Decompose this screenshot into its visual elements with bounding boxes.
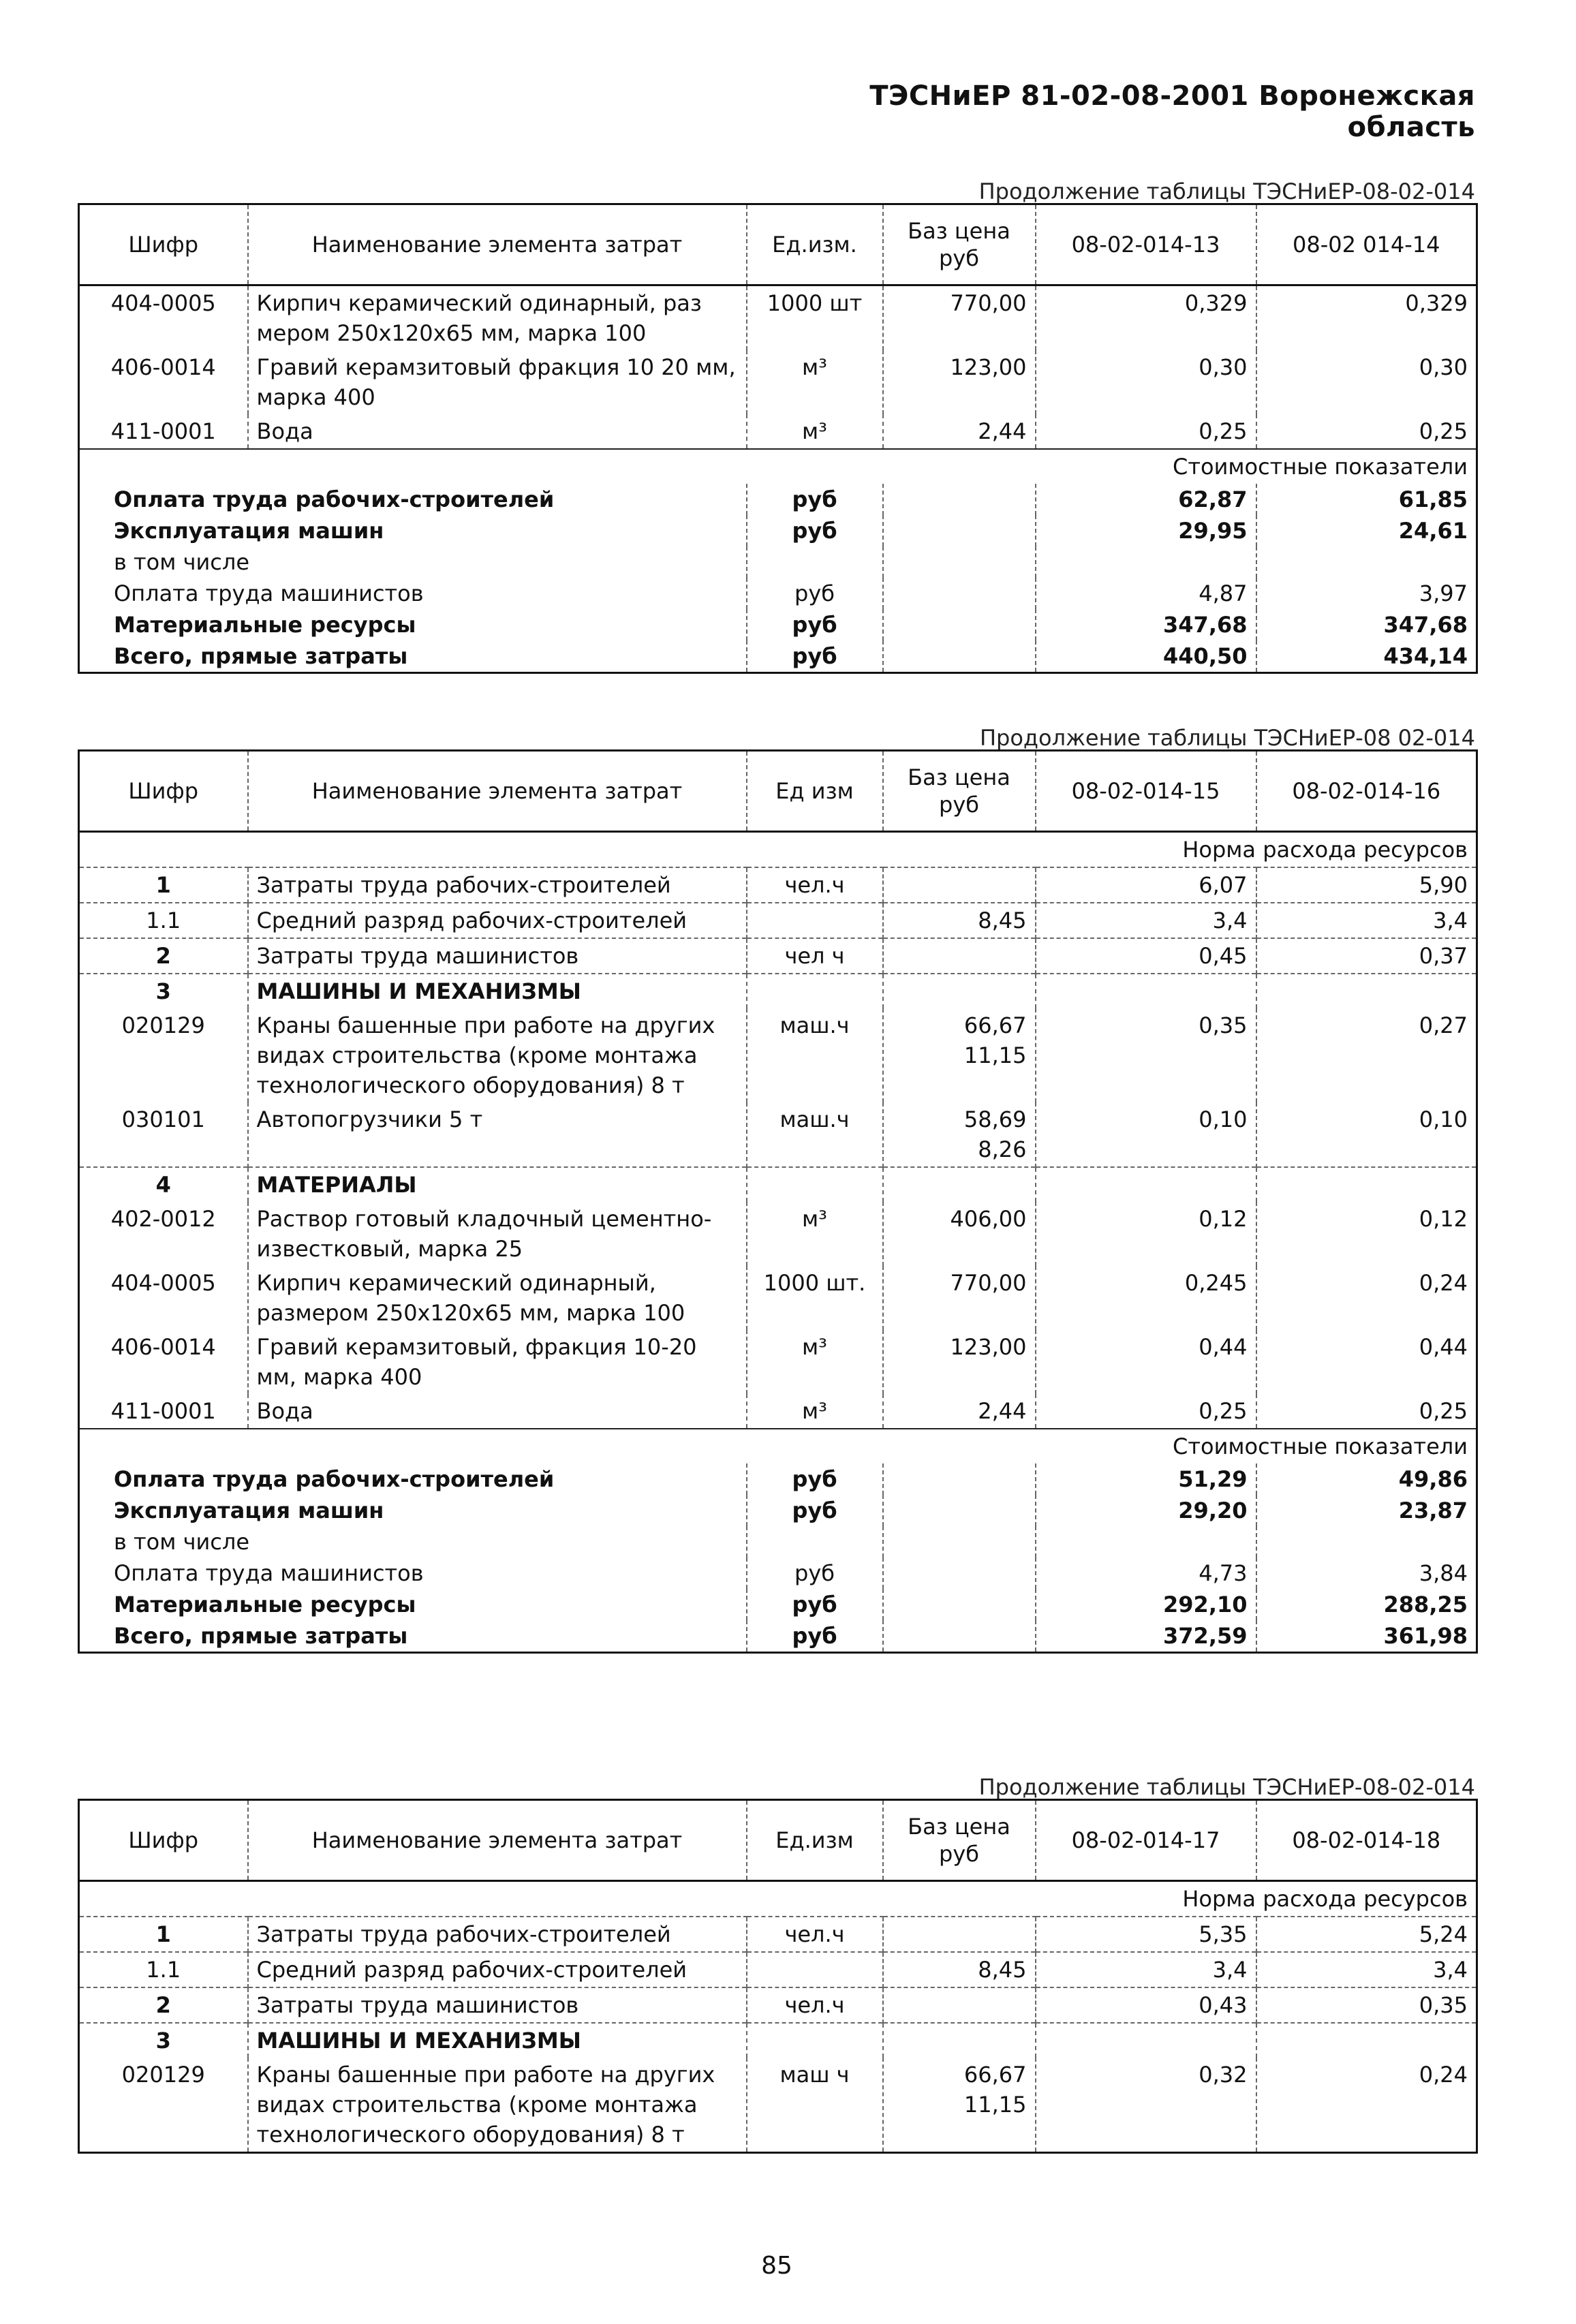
cost-price (883, 484, 1036, 515)
cost-row (79, 515, 1477, 546)
row-value-a: 5,35 (1036, 1917, 1256, 1952)
col-b: 08-02 014-14 (1256, 204, 1477, 285)
row-price-machinist: 11,15 (963, 1042, 1027, 1068)
col-price (883, 1800, 1036, 1881)
cost-label: в том числе (114, 549, 249, 575)
row-value-a: 0,329 (1036, 285, 1256, 351)
row-unit: чел.ч (747, 867, 883, 903)
table-row (79, 1167, 1477, 1202)
table-row (79, 903, 1477, 938)
row-price-value: 123,00 (950, 354, 1027, 380)
cost-value-a: 347,68 (1036, 609, 1256, 640)
cost-row (79, 1526, 1477, 1558)
row-price (883, 1102, 1036, 1167)
row-price (883, 1330, 1036, 1394)
cost-row (79, 640, 1477, 673)
row-unit: м³ (747, 1394, 883, 1429)
cost-value-a: 4,87 (1036, 578, 1256, 609)
section-row (79, 832, 1477, 868)
col-b: 08-02-014-16 (1256, 751, 1477, 832)
row-code: 1.1 (79, 1952, 248, 1987)
cost-label: Оплата труда машинистов (114, 580, 424, 606)
cost-price (883, 1495, 1036, 1526)
table-row (79, 1394, 1477, 1429)
col-a: 08-02-014-17 (1036, 1800, 1256, 1881)
cost-value-a (1036, 546, 1256, 578)
row-code: 404-0005 (110, 1270, 216, 1296)
row-name: Затраты труда машинистов (248, 1987, 747, 2023)
row-name: Средний разряд рабочих-строителей (248, 1952, 747, 1987)
cost-unit: руб (747, 1495, 883, 1526)
cost-value-b: 24,61 (1256, 515, 1477, 546)
row-value-a (1036, 1167, 1256, 1202)
col-price-line1: Баз цена (908, 218, 1010, 244)
row-name: Вода (248, 1394, 747, 1429)
row-value-b: 5,24 (1256, 1917, 1477, 1952)
row-price-value: 406,00 (950, 1206, 1027, 1232)
page-title: ТЭСНиЕР 81-02-08-2001 Воронежская область (869, 80, 1475, 143)
section-row (79, 1429, 1477, 1463)
cost-unit: руб (747, 578, 883, 609)
row-name: Краны башенные при работе на других видах строительства (кроме монтажа технологического оборудования) 8 т (248, 2058, 747, 2153)
cost-value-b: 23,87 (1256, 1495, 1477, 1526)
row-code: 1 (79, 867, 248, 903)
col-code: Шифр (79, 1800, 248, 1881)
table-row (79, 1202, 1477, 1266)
row-name: МАШИНЫ И МЕХАНИЗМЫ (248, 2023, 747, 2058)
cost-row (79, 609, 1477, 640)
table2-caption: Продолжение таблицы ТЭСНиЕР-08 02-014 (979, 725, 1475, 751)
table-row (79, 1008, 1477, 1102)
row-code: 1.1 (79, 903, 248, 938)
table-row (79, 1102, 1477, 1167)
row-unit: чел ч (747, 938, 883, 974)
col-price-line2: руб (939, 792, 979, 818)
row-code: 411-0001 (110, 418, 216, 444)
cost-label: Материальные ресурсы (114, 1592, 416, 1617)
page-number: 85 (761, 2252, 792, 2280)
row-name: Гравий керамзитовый, фракция 10-20 мм, марка 400 (248, 1330, 747, 1394)
cost-price (883, 609, 1036, 640)
row-unit (747, 974, 883, 1008)
row-price-value: 8,45 (978, 1957, 1027, 1983)
row-value-a: 0,30 (1036, 350, 1256, 414)
row-unit: 1000 шт (747, 285, 883, 351)
cost-unit (747, 546, 883, 578)
row-price (883, 2023, 1036, 2058)
table-row (79, 867, 1477, 903)
row-unit (747, 903, 883, 938)
cost-row (79, 1463, 1477, 1495)
row-value-b: 0,24 (1256, 1266, 1477, 1330)
cost-label: Всего, прямые затраты (114, 1623, 408, 1649)
col-name: Наименование элемента затрат (248, 204, 747, 285)
row-price (883, 974, 1036, 1008)
table-row (79, 1917, 1477, 1952)
cost-price (883, 578, 1036, 609)
cost-value-b: 361,98 (1256, 1620, 1477, 1653)
col-b: 08-02-014-18 (1256, 1800, 1477, 1881)
table-row (79, 1952, 1477, 1987)
row-code: 4 (79, 1167, 248, 1202)
row-value-b (1256, 974, 1477, 1008)
row-value-b: 3,4 (1256, 903, 1477, 938)
row-price (883, 1987, 1036, 2023)
cost-row (79, 1589, 1477, 1620)
row-value-b: 0,44 (1256, 1330, 1477, 1394)
col-price-line2: руб (939, 1841, 979, 1867)
table3-header (79, 1800, 1477, 1881)
cost-price (883, 1526, 1036, 1558)
table2-header (79, 751, 1477, 832)
cost-row (79, 578, 1477, 609)
section-label: Стоимостные показатели (79, 449, 1477, 484)
row-value-a: 6,07 (1036, 867, 1256, 903)
table-row (79, 974, 1477, 1008)
row-name: Затраты труда рабочих-строителей (248, 1917, 747, 1952)
cost-label: в том числе (114, 1529, 249, 1555)
row-price (883, 414, 1036, 449)
cost-price (883, 640, 1036, 673)
row-code: 2 (79, 938, 248, 974)
col-price-line2: руб (939, 245, 979, 271)
row-price-machinist: 11,15 (963, 2092, 1027, 2118)
cost-unit (747, 1526, 883, 1558)
cost-unit: руб (747, 484, 883, 515)
cost-value-a: 51,29 (1036, 1463, 1256, 1495)
cost-value-b: 347,68 (1256, 609, 1477, 640)
row-value-b: 0,329 (1256, 285, 1477, 351)
row-value-b: 0,25 (1256, 1394, 1477, 1429)
table3 (78, 1799, 1478, 2154)
col-unit: Ед.изм (747, 1800, 883, 1881)
col-price-line1: Баз цена (908, 1814, 1010, 1840)
row-code: 3 (79, 2023, 248, 2058)
cost-label: Оплата труда рабочих-строителей (114, 1466, 555, 1492)
cost-unit: руб (747, 1589, 883, 1620)
row-unit: чел.ч (747, 1987, 883, 2023)
row-unit: чел.ч (747, 1917, 883, 1952)
table3-caption: Продолжение таблицы ТЭСНиЕР-08-02-014 (978, 1774, 1475, 1800)
row-price (883, 903, 1036, 938)
cost-price (883, 1589, 1036, 1620)
cost-label: Эксплуатация машин (114, 1498, 384, 1523)
cost-unit: руб (747, 609, 883, 640)
row-value-b: 0,12 (1256, 1202, 1477, 1266)
table-row (79, 1330, 1477, 1394)
cost-unit: руб (747, 1620, 883, 1653)
cost-value-b: 3,97 (1256, 578, 1477, 609)
row-unit: м³ (747, 350, 883, 414)
cost-value-a: 4,73 (1036, 1558, 1256, 1589)
row-code: 406-0014 (110, 354, 216, 380)
row-price (883, 867, 1036, 903)
section-label: Норма расхода ресурсов (79, 1881, 1477, 1917)
table-row (79, 2058, 1477, 2153)
row-value-a: 0,25 (1036, 414, 1256, 449)
col-price-line1: Баз цена (908, 764, 1010, 790)
cost-value-b (1256, 546, 1477, 578)
row-unit: маш.ч (747, 1008, 883, 1102)
row-unit: м³ (747, 414, 883, 449)
row-name: Затраты труда рабочих-строителей (248, 867, 747, 903)
row-value-b: 0,27 (1256, 1008, 1477, 1102)
table-row (79, 2023, 1477, 2058)
row-price-value: 770,00 (950, 290, 1027, 316)
row-unit: маш ч (747, 2058, 883, 2153)
row-name: МАТЕРИАЛЫ (248, 1167, 747, 1202)
row-unit: м³ (747, 1330, 883, 1394)
table1-caption: Продолжение таблицы ТЭСНиЕР-08-02-014 (978, 179, 1475, 204)
table1 (78, 203, 1478, 674)
section-label: Норма расхода ресурсов (79, 832, 1477, 868)
table-row (79, 1987, 1477, 2023)
cost-row (79, 484, 1477, 515)
row-price-machinist: 8,26 (978, 1136, 1027, 1162)
cost-value-a: 29,95 (1036, 515, 1256, 546)
row-price (883, 1266, 1036, 1330)
row-unit (747, 1952, 883, 1987)
col-unit: Ед изм (747, 751, 883, 832)
row-name: Кирпич керамический одинарный, размером 250х120х65 мм, марка 100 (248, 1266, 747, 1330)
row-code: 030101 (121, 1106, 205, 1132)
row-price (883, 1167, 1036, 1202)
table-row (79, 1266, 1477, 1330)
cost-value-a: 440,50 (1036, 640, 1256, 673)
table-row (79, 414, 1477, 449)
section-label: Стоимостные показатели (79, 1429, 1477, 1463)
row-value-a (1036, 2023, 1256, 2058)
row-value-b: 0,24 (1256, 2058, 1477, 2153)
col-a: 08-02-014-13 (1036, 204, 1256, 285)
cost-value-a (1036, 1526, 1256, 1558)
cost-price (883, 515, 1036, 546)
row-code: 406-0014 (110, 1334, 216, 1360)
row-name: Затраты труда машинистов (248, 938, 747, 974)
row-code: 020129 (121, 1012, 205, 1038)
row-price-value: 66,67 (963, 2062, 1027, 2088)
cost-value-a: 29,20 (1036, 1495, 1256, 1526)
row-name: Автопогрузчики 5 т (248, 1102, 747, 1167)
row-name: МАШИНЫ И МЕХАНИЗМЫ (248, 974, 747, 1008)
row-price (883, 1202, 1036, 1266)
row-value-b: 0,25 (1256, 414, 1477, 449)
row-value-a: 0,245 (1036, 1266, 1256, 1330)
cost-value-b (1256, 1526, 1477, 1558)
row-price-value: 58,69 (963, 1106, 1027, 1132)
col-price (883, 751, 1036, 832)
table-row (79, 938, 1477, 974)
row-value-a (1036, 974, 1256, 1008)
row-value-b: 0,37 (1256, 938, 1477, 974)
row-value-b (1256, 1167, 1477, 1202)
row-price (883, 1917, 1036, 1952)
row-value-b: 0,35 (1256, 1987, 1477, 2023)
row-name: Краны башенные при работе на других видах строительства (кроме монтажа технологического оборудования) 8 т (248, 1008, 747, 1102)
row-price (883, 350, 1036, 414)
row-unit: 1000 шт. (747, 1266, 883, 1330)
cost-price (883, 1620, 1036, 1653)
col-unit: Ед.изм. (747, 204, 883, 285)
row-code: 2 (79, 1987, 248, 2023)
row-price (883, 1008, 1036, 1102)
cost-unit: руб (747, 1463, 883, 1495)
cost-label: Оплата труда машинистов (114, 1560, 424, 1586)
cost-value-a: 62,87 (1036, 484, 1256, 515)
cost-price (883, 1463, 1036, 1495)
row-price-value: 8,45 (978, 908, 1027, 933)
row-value-b: 0,30 (1256, 350, 1477, 414)
row-price (883, 938, 1036, 974)
cost-value-b: 434,14 (1256, 640, 1477, 673)
col-code: Шифр (79, 204, 248, 285)
cost-row (79, 546, 1477, 578)
table-row (79, 285, 1477, 351)
cost-row (79, 1620, 1477, 1653)
cost-value-a: 292,10 (1036, 1589, 1256, 1620)
cost-value-b: 49,86 (1256, 1463, 1477, 1495)
col-name: Наименование элемента затрат (248, 751, 747, 832)
cost-value-b: 288,25 (1256, 1589, 1477, 1620)
cost-label: Всего, прямые затраты (114, 643, 408, 669)
row-value-b: 5,90 (1256, 867, 1477, 903)
row-price (883, 2058, 1036, 2153)
row-price-value: 66,67 (963, 1012, 1027, 1038)
row-price-value: 770,00 (950, 1270, 1027, 1296)
row-price (883, 1952, 1036, 1987)
row-value-b: 0,10 (1256, 1102, 1477, 1167)
row-value-a: 0,43 (1036, 1987, 1256, 2023)
row-price (883, 285, 1036, 351)
cost-value-b: 61,85 (1256, 484, 1477, 515)
row-name: Раствор готовый кладочный цементно-известковый, марка 25 (248, 1202, 747, 1266)
row-price-value: 2,44 (978, 1398, 1027, 1424)
row-unit: маш.ч (747, 1102, 883, 1167)
row-price-value: 123,00 (950, 1334, 1027, 1360)
row-code: 402-0012 (110, 1206, 216, 1232)
col-code: Шифр (79, 751, 248, 832)
row-code: 020129 (121, 2062, 205, 2088)
cost-label: Эксплуатация машин (114, 518, 384, 544)
cost-unit: руб (747, 640, 883, 673)
cost-row (79, 1558, 1477, 1589)
row-code: 411-0001 (110, 1398, 216, 1424)
cost-price (883, 546, 1036, 578)
table-row (79, 350, 1477, 414)
row-value-a: 0,32 (1036, 2058, 1256, 2153)
row-value-b: 3,4 (1256, 1952, 1477, 1987)
section-row (79, 449, 1477, 484)
row-value-a: 0,45 (1036, 938, 1256, 974)
col-name: Наименование элемента затрат (248, 1800, 747, 1881)
row-name: Кирпич керамический одинарный, раз мером 250х120х65 мм, марка 100 (248, 285, 747, 351)
row-value-a: 0,10 (1036, 1102, 1256, 1167)
row-unit (747, 2023, 883, 2058)
row-value-a: 0,35 (1036, 1008, 1256, 1102)
cost-row (79, 1495, 1477, 1526)
row-value-b (1256, 2023, 1477, 2058)
table1-header (79, 204, 1477, 285)
row-name: Вода (248, 414, 747, 449)
section-row (79, 1881, 1477, 1917)
row-unit: м³ (747, 1202, 883, 1266)
row-code: 3 (79, 974, 248, 1008)
row-name: Гравий керамзитовый фракция 10 20 мм, марка 400 (248, 350, 747, 414)
row-code: 1 (79, 1917, 248, 1952)
cost-label: Материальные ресурсы (114, 612, 416, 638)
row-price (883, 1394, 1036, 1429)
cost-unit: руб (747, 515, 883, 546)
row-unit (747, 1167, 883, 1202)
row-value-a: 3,4 (1036, 1952, 1256, 1987)
cost-unit: руб (747, 1558, 883, 1589)
table2 (78, 749, 1478, 1654)
row-price-value: 2,44 (978, 418, 1027, 444)
row-name: Средний разряд рабочих-строителей (248, 903, 747, 938)
row-value-a: 0,44 (1036, 1330, 1256, 1394)
cost-value-a: 372,59 (1036, 1620, 1256, 1653)
row-code: 404-0005 (110, 290, 216, 316)
col-price (883, 204, 1036, 285)
row-value-a: 3,4 (1036, 903, 1256, 938)
cost-price (883, 1558, 1036, 1589)
col-a: 08-02-014-15 (1036, 751, 1256, 832)
cost-label: Оплата труда рабочих-строителей (114, 486, 555, 512)
row-value-a: 0,25 (1036, 1394, 1256, 1429)
cost-value-b: 3,84 (1256, 1558, 1477, 1589)
row-value-a: 0,12 (1036, 1202, 1256, 1266)
